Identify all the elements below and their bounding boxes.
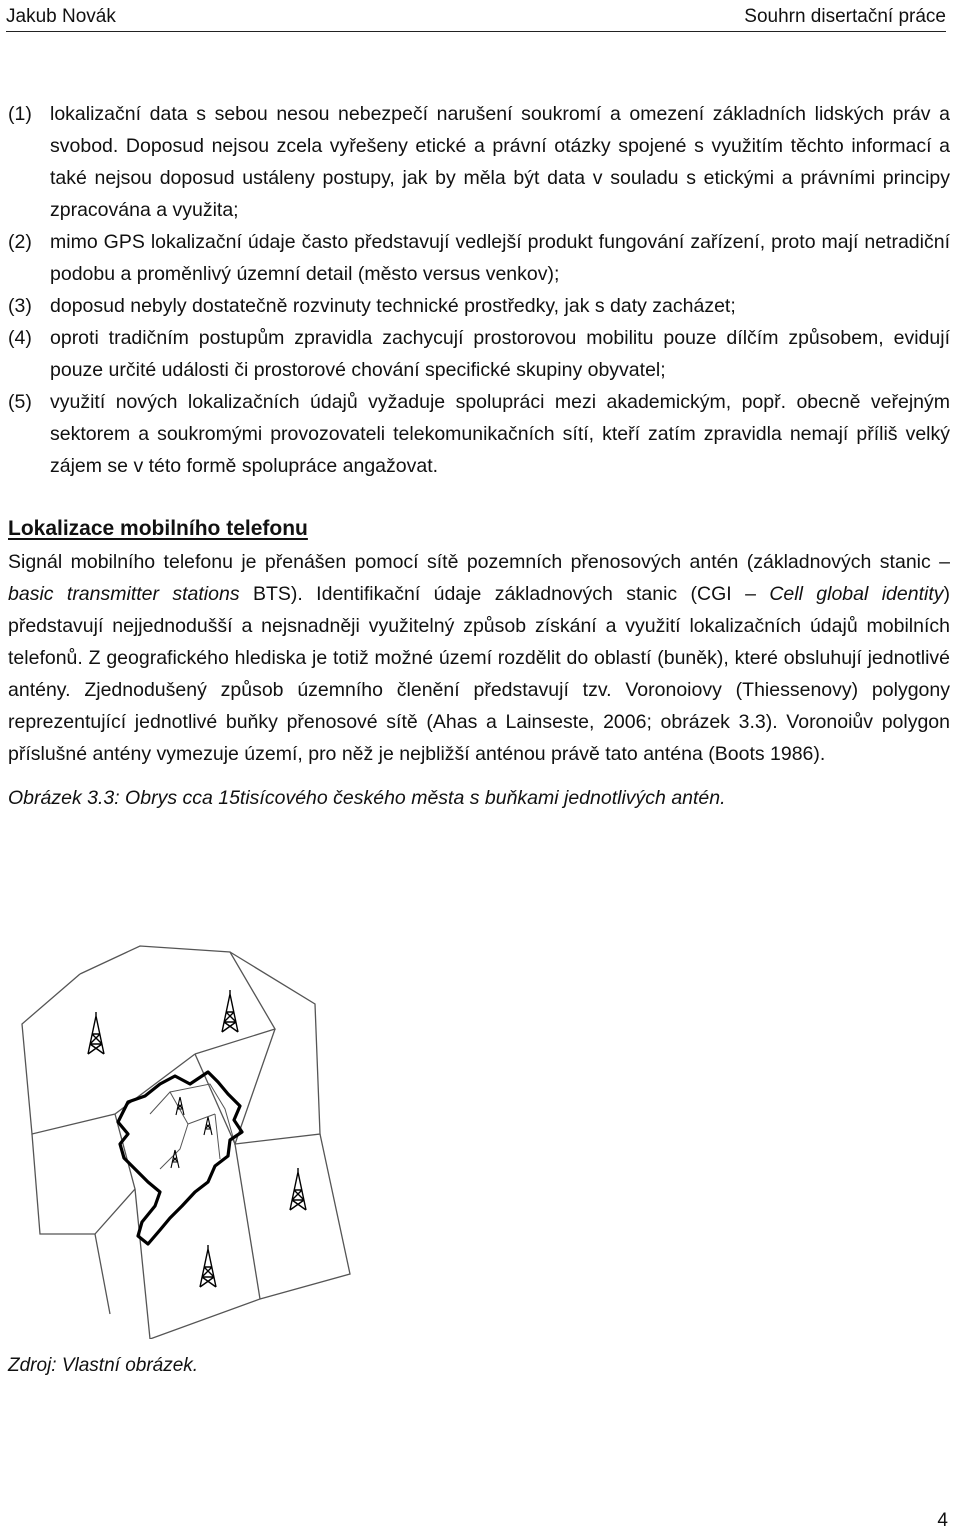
issues-list xyxy=(8,98,950,482)
antenna-icon xyxy=(204,1117,212,1135)
section-paragraph: Signál mobilního telefonu je přenášen pomocí sítě pozemních přenosových antén (základnových stanic – basic transmitter stations BTS). Identifikační údaje základnových stanic (CGI – Cell global identity) představují nejjednodušší a nejsnadněji využitelný způsob získání a využití lokalizačních údajů mobilních telefonů. Z geografického hlediska je totiž možné území rozdělit do oblastí (buněk), které obsluhují jednotlivé antény. Zjednodušený způsob územního členění představují tzv. Voronoiovy (Thiessenovy) polygony reprezentující jednotlivé buňky přenosové sítě (Ahas a Lainseste, 2006; obrázek 3.3). Voronoiův polygon příslušné antény vymezuje území, pro něž je nejbližší anténou právě tato anténa (Boots 1986). xyxy=(8,551,950,765)
list-item: (2) mimo GPS lokalizační údaje často představují vedlejší produkt fungování zařízení, proto mají netradiční podobu a proměnlivý územní detail (město versus venkov); xyxy=(8,231,950,285)
header-author: Jakub Novák xyxy=(6,6,116,27)
figure-caption: Obrázek 3.3: Obrys cca 15tisícového českého města s buňkami jednotlivých antén. xyxy=(8,787,726,809)
page-header xyxy=(6,0,946,32)
voronoi-cell-map xyxy=(20,944,360,1339)
antenna-icon xyxy=(222,990,238,1032)
voronoi-cells xyxy=(22,946,350,1339)
list-item: (3) doposud nebyly dostatečně rozvinuty technické prostředky, jak s daty zacházet; xyxy=(8,295,736,317)
page-content xyxy=(8,98,950,814)
list-item: (5) využití nových lokalizačních údajů vyžaduje spolupráci mezi akademickým, popř. obecně veřejným sektorem a soukromými provozovateli telekomunikačních sítí, kteří zatím zpravidla nemají příliš velký zájem se v této formě spolupráce angažovat. xyxy=(8,391,950,477)
antenna-icon xyxy=(176,1097,184,1115)
list-item: (4) oproti tradičním postupům zpravidla zachycují prostorovou mobilitu pouze dílčím způsobem, evidují pouze určité události či prostorové chování specifické skupiny obyvatel; xyxy=(8,327,950,381)
antenna-icon xyxy=(88,1012,104,1054)
figure-source: Zdroj: Vlastní obrázek. xyxy=(8,1355,199,1376)
section-heading: Lokalizace mobilního telefonu xyxy=(8,517,308,540)
header-title: Souhrn disertační práce xyxy=(744,6,946,27)
antenna-icon xyxy=(171,1150,179,1168)
inner-cells xyxy=(150,1084,235,1169)
page-number: 4 xyxy=(937,1510,948,1531)
antenna-icon xyxy=(290,1168,306,1210)
antenna-icon xyxy=(200,1245,216,1287)
list-item: (1) lokalizační data s sebou nesou nebezpečí narušení soukromí a omezení základních lidských práv a svobod. Doposud nejsou zcela vyřešeny etické a právní otázky spojené s využitím těchto informací a také nejsou doposud ustáleny postupy, jak by měla být data v souladu s etickými a právními principy zpracována a využita; xyxy=(8,103,950,221)
